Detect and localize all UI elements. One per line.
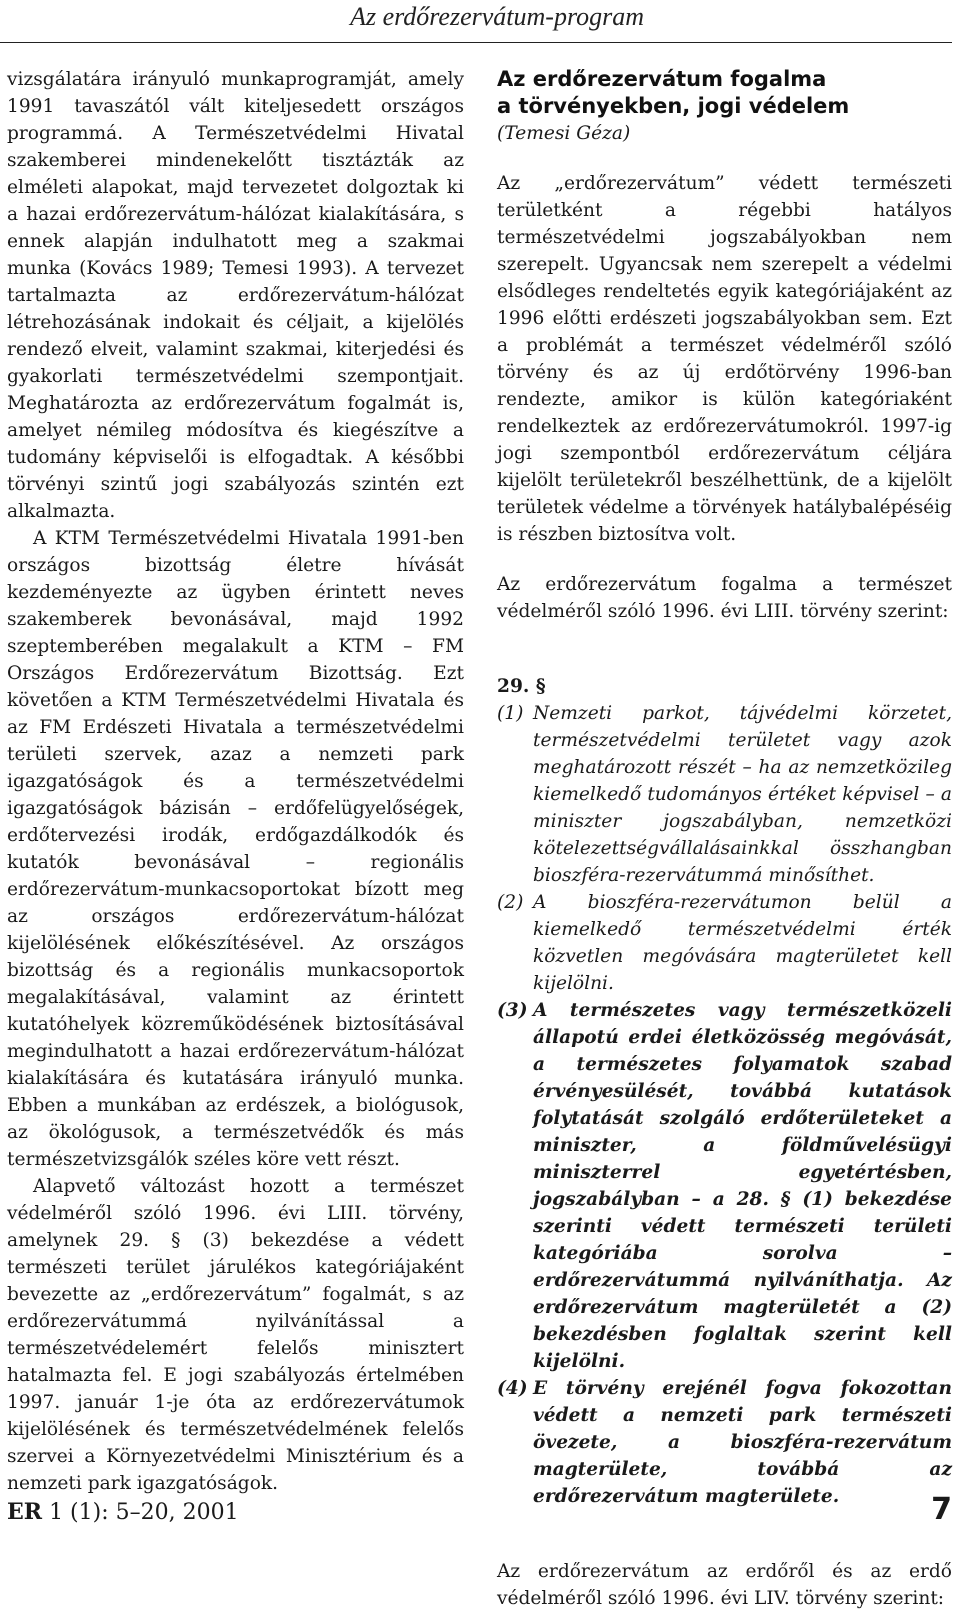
law-items [497, 700, 952, 1510]
law-section-number: 29. § [497, 676, 546, 697]
intro-paragraph: Az „erdőrezervátum” védett természeti területként a régebbi hatályos természetvédelmi jogszabályokban nem szerepelt. Ugyancsak nem szerepelt a védelmi elsődleges rendeltetés egyik kategóriájaként az 1996 előtti erdészeti jogszabályokban sem. Ezt a problémát a természet védelméről szóló törvény és az új erdőtörvény 1996-ban rendezte, amikor is külön kategóriaként rendelkeztek az erdőrezervátumokról. 1997-ig jogi szempontból erdőrezervátum céljára kijelölt területekről beszélhettünk, de a kijelölt területek védelme a törvények hatálybalépéséig is részben biztosítva volt. [497, 173, 952, 545]
law-item-text: A bioszféra-rezervátumon belül a kiemelkedő természetvédelmi érték közvetlen megóvására magterületet kell kijelölni. [533, 892, 952, 994]
footer-citation [7, 1498, 239, 1527]
law-item-number: (2) [497, 892, 524, 913]
law-item-text: Nemzeti parkot, tájvédelmi körzetet, természetvédelmi területet vagy azok meghatározott részét – ha az nemzetközileg kiemelkedő tudományos értéket képvisel – a miniszter jogszabályban, nemzetközi kötelezettségvállalásainkkal összhangban bioszféra-rezervátummá minősíthet. [533, 703, 952, 886]
law-item [497, 700, 952, 889]
right-column [497, 66, 952, 1612]
left-paragraph-3: Alapvető változást hozott a természet védelméről szóló 1996. évi LIII. törvény, amelynek 29. § (3) bekezdése a védett természeti terület járulékos kategóriájaként bevezette az „erdőrezervátum” fogalmát, s az erdőrezervátummá nyilvánítással a természetvédelemért felelős minisztert hatalmazta fel. E jogi szabályozás értelmében 1997. január 1-je óta az erdőrezervátumok kijelölésének és természetvédelmének felelős szervei a Környezetvédelmi Minisztérium és a nemzeti park igazgatóságok. [7, 1176, 464, 1494]
left-column [7, 66, 464, 1497]
journal-abbrev: ER [7, 1499, 43, 1525]
law-intro: Az erdőrezervátum fogalma a természet védelméről szóló 1996. évi LIII. törvény szerint: [497, 574, 952, 622]
section-title-line-1: Az erdőrezervátum fogalma [497, 67, 827, 91]
law-item-number: (1) [497, 703, 524, 724]
law-item-text: A természetes vagy természetközeli állapotú erdei életközösség megóvását, a természetes folyamatok szabad érvényesülését, továbbá kutatások folytatását szolgáló erdőterületeket a miniszter, a földművelésügyi miniszterrel egyetértésben, jogszabályban – a 28. § (1) bekezdése szerinti védett természeti területi kategóriába sorolva – erdőrezervátummá nyilváníthatja. Az erdőrezervátum magterületét a (2) bekezdésben foglaltak szerint kell kijelölni. [533, 1000, 952, 1372]
author: (Temesi Géza) [497, 123, 631, 144]
journal-issue: 1 (1): 5–20, 2001 [49, 1500, 239, 1525]
law-item-text: E törvény erejénél fogva fokozottan védett a nemzeti park természeti övezete, a bioszféra-rezervátum magterülete, továbbá az erdőrezervátum magterülete. [533, 1378, 952, 1507]
section-title-line-2: a törvényekben, jogi védelem [497, 94, 850, 118]
left-paragraph-2: A KTM Természetvédelmi Hivatala 1991-ben országos bizottság életre hívását kezdeményezte az ügyben érintett neves szakemberek bevonásával, majd 1992 szeptemberében megalakult a KTM – FM Országos Erdőrezervátum Bizottság. Ezt követően a KTM Természetvédelmi Hivatala és az FM Erdészeti Hivatala a természetvédelmi területi szervek, azaz a nemzeti park igazgatóságok és a természetvédelmi igazgatóságok bázisán – erdőfelügyelőségek, erdőtervezési irodák, erdőgazdálkodók és kutatók bevonásával – regionális erdőrezervátum-munkacsoportokat bízott meg az országos erdőrezervátum-hálózat kijelölésének előkészítésével. Az országos bizottság és a regionális munkacsoportok megalakításával, valamint az érintett kutatóhelyek közreműködésének biztosításával megindulhatott a hazai erdőrezervátum-hálózat kialakítására és kutatására irányuló munka. Ebben a munkában az erdészek, a biológusok, az ökológusok, a természetvédők és más természetvizsgálók széles köre vett részt. [7, 528, 464, 1170]
running-head-title: Az erdőrezervátum-program [350, 2, 644, 31]
law-item-number: (4) [497, 1378, 528, 1399]
law-item [497, 889, 952, 997]
closing-paragraph: Az erdőrezervátum az erdőről és az erdő védelméről szóló 1996. évi LIV. törvény szerint: [497, 1561, 952, 1609]
page-number: 7 [931, 1492, 952, 1527]
law-item-number: (3) [497, 1000, 528, 1021]
law-item [497, 997, 952, 1375]
left-paragraph-1: vizsgálatára irányuló munkaprogramját, amely 1991 tavaszától vált kiteljesedett országos programmá. A Természetvédelmi Hivatal szakemberei mindenekelőtt tisztázták az elméleti alapokat, majd tervezetet dolgoztak ki a hazai erdőrezervátum-hálózat kialakítására, s ennek alapján indulhatott meg a szakmai munka (Kovács 1989; Temesi 1993). A tervezet tartalmazta az erdőrezervátum-hálózat létrehozásának indokait és céljait, a kijelölés rendező elveit, valamint szakmai, kiterjedési és gyakorlati természetvédelmi szempontjait. Meghatározta az erdőrezervátum fogalmát is, amelyet némileg módosítva és kiegészítve a tudomány képviselői is elfogadtak. A későbbi törvényi szintű jogi szabályozás szintén ezt alkalmazta. [7, 69, 464, 522]
running-head [0, 0, 952, 43]
law-item [497, 1375, 952, 1510]
section-title [497, 66, 952, 120]
